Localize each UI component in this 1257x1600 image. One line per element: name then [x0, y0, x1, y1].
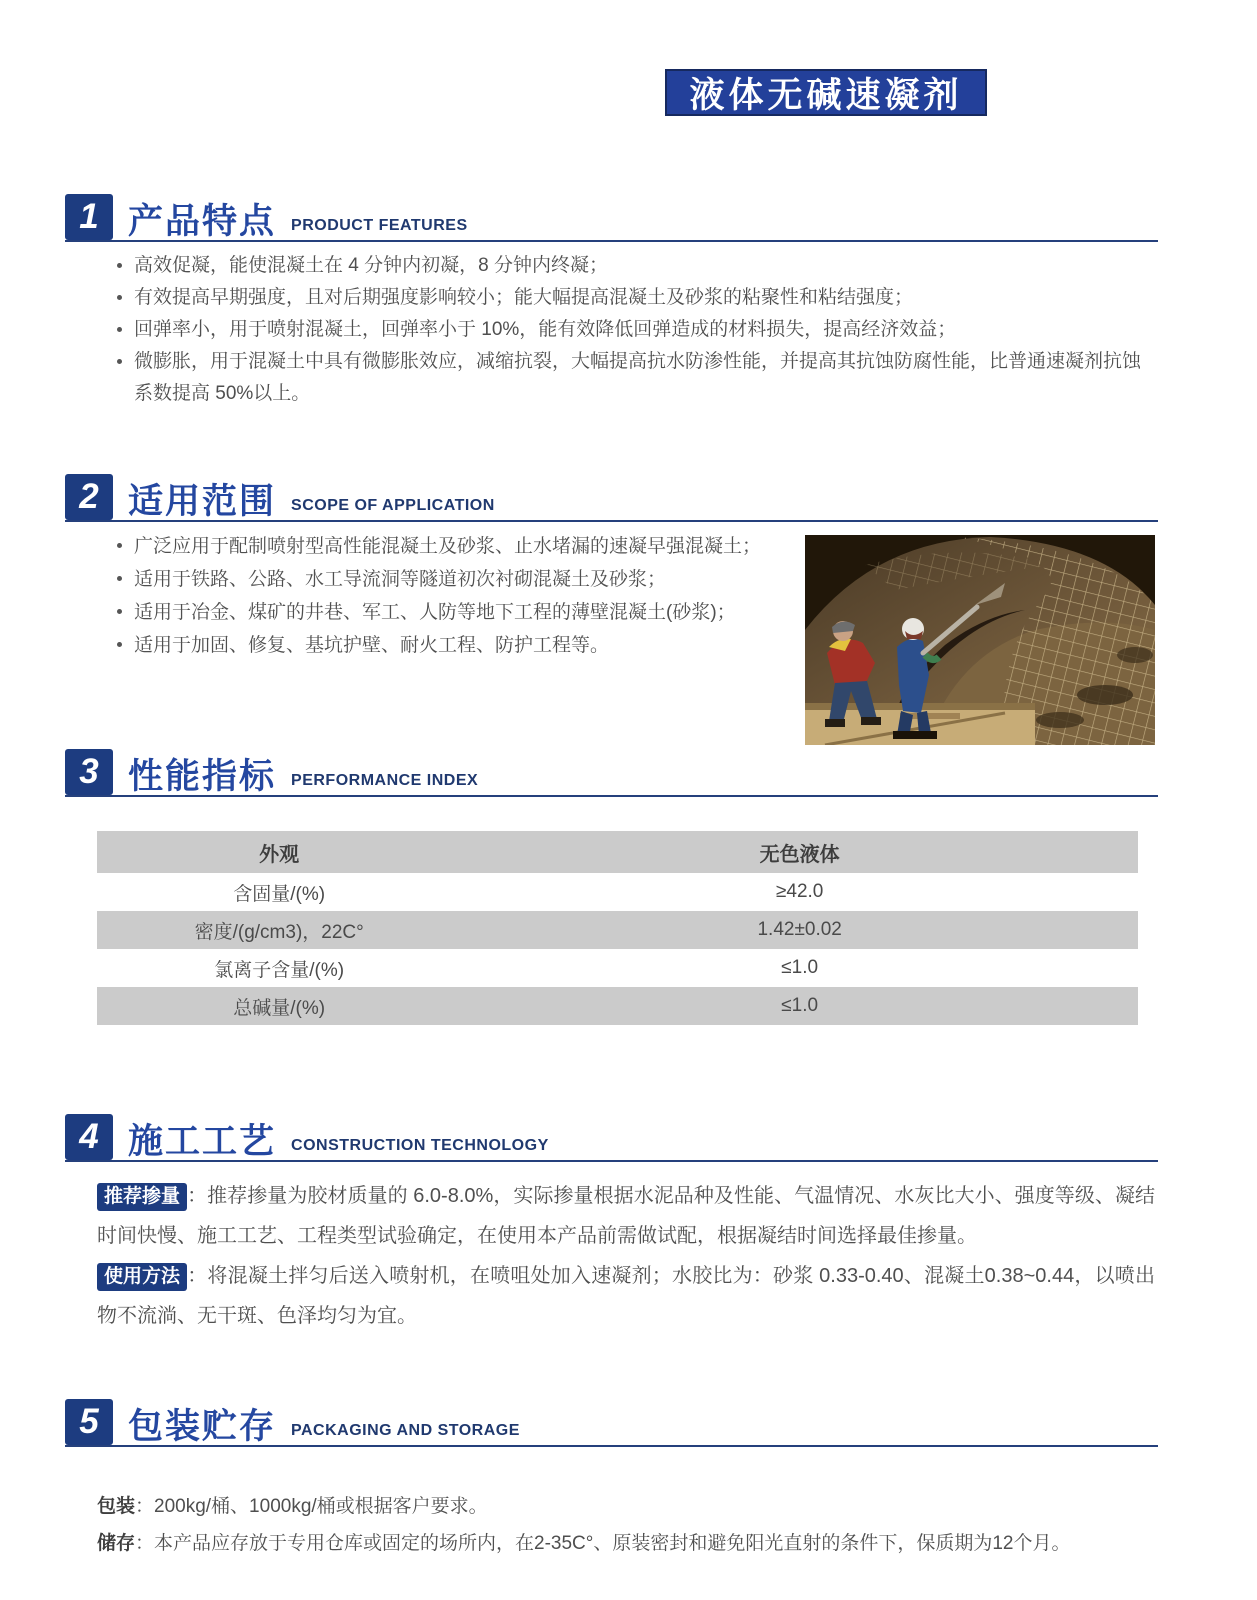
list-item — [113, 250, 1158, 282]
list-item — [113, 596, 798, 629]
section-title-en: CONSTRUCTION TECHNOLOGY — [291, 1137, 549, 1154]
list-item — [113, 314, 1158, 346]
list-item-text: 适用于冶金、煤矿的井巷、军工、人防等地下工程的薄壁混凝土(砂浆)； — [134, 602, 736, 623]
list-item-text: 适用于加固、修复、基坑护壁、耐火工程、防护工程等。 — [134, 635, 610, 656]
bullet-dot-icon — [117, 642, 122, 647]
section-number-badge: 1 — [65, 194, 113, 240]
bullet-dot-icon — [117, 263, 122, 268]
list-item — [113, 282, 1158, 314]
section-title-en: PACKAGING AND STORAGE — [291, 1422, 520, 1439]
table-cell: ≤1.0 — [781, 995, 819, 1016]
bullet-dot-icon — [117, 295, 122, 300]
section-number-badge: 2 — [65, 474, 113, 520]
table-cell: 含固量/(%) — [233, 883, 326, 905]
list-item — [113, 346, 1158, 410]
performance-index-table — [97, 831, 1138, 1025]
table-cell: 1.42±0.02 — [757, 919, 842, 940]
list-item-text: 有效提高早期强度，且对后期强度影响较小；能大幅提高混凝土及砂浆的粘聚性和粘结强度； — [134, 287, 914, 308]
paragraph-text: ：将混凝土拌匀后送入喷射机，在喷咀处加入速凝剂；水胶比为：砂浆 0.33-0.40、混凝土0.38~0.44，以喷出物不流淌、无干斑、色泽均匀为宜。 — [97, 1265, 1155, 1327]
table-row — [97, 873, 1138, 911]
paragraph — [97, 1256, 1155, 1336]
page-title: 液体无碱速凝剂 — [665, 69, 987, 116]
table-header-cell: 外观 — [259, 843, 300, 866]
packaging-line — [97, 1488, 1167, 1525]
list-item — [113, 530, 798, 563]
packaging-text: ：200kg/桶、1000kg/桶或根据客户要求。 — [135, 1496, 488, 1517]
bullet-dot-icon — [117, 609, 122, 614]
section-number-badge: 5 — [65, 1399, 113, 1445]
list-item — [113, 629, 798, 662]
table-cell: 密度/(g/cm3)，22C° — [194, 921, 364, 943]
storage-text: ：本产品应存放于专用仓库或固定的场所内，在2-35C°、原装密封和避免阳光直射的条件下，保质期为12个月。 — [135, 1533, 1071, 1554]
section-title-en: PRODUCT FEATURES — [291, 217, 468, 234]
table-header-cell: 无色液体 — [759, 843, 840, 866]
section-title-zh: 适用范围 — [128, 482, 277, 521]
section-number-badge: 3 — [65, 749, 113, 795]
section-title-zh: 施工工艺 — [128, 1122, 277, 1161]
tunnel-construction-photo — [805, 535, 1155, 745]
table-row — [97, 949, 1138, 987]
section-4-header — [65, 1113, 1158, 1162]
table-cell: 总碱量/(%) — [233, 997, 326, 1019]
storage-line — [97, 1525, 1167, 1562]
table-header-row — [97, 831, 1138, 873]
section-3-header — [65, 748, 1158, 797]
table-cell: ≥42.0 — [775, 881, 824, 902]
paragraph-text: ：推荐掺量为胶材质量的 6.0-8.0%，实际掺量根据水泥品种及性能、气温情况、水灰比大小、强度等级、凝结时间快慢、施工工艺、工程类型试验确定，在使用本产品前需做试配，根据凝结时间选择最佳掺量。 — [97, 1185, 1155, 1247]
list-item — [113, 563, 798, 596]
list-item-text: 适用于铁路、公路、水工导流洞等隧道初次衬砌混凝土及砂浆； — [134, 569, 667, 590]
usage-method-tag: 使用方法 — [97, 1263, 187, 1291]
section-title-zh: 产品特点 — [128, 202, 277, 241]
table-row — [97, 987, 1138, 1025]
packaging-label: 包装 — [97, 1496, 136, 1517]
recommended-dosage-tag: 推荐掺量 — [97, 1183, 187, 1211]
table-cell: 氯离子含量/(%) — [214, 959, 345, 981]
table-cell: ≤1.0 — [781, 957, 819, 978]
packaging-storage-text — [97, 1488, 1167, 1562]
list-item-text: 广泛应用于配制喷射型高性能混凝土及砂浆、止水堵漏的速凝早强混凝土； — [134, 536, 762, 557]
construction-technology-text — [97, 1176, 1155, 1336]
list-item-text: 微膨胀，用于混凝土中具有微膨胀效应，减缩抗裂，大幅提高抗水防渗性能，并提高其抗蚀防腐性能，比普通速凝剂抗蚀系数提高 50%以上。 — [134, 351, 1142, 404]
section-title-en: SCOPE OF APPLICATION — [291, 497, 495, 514]
section-title-en: PERFORMANCE INDEX — [291, 772, 479, 789]
table-row — [97, 911, 1138, 949]
section-title-zh: 包装贮存 — [128, 1407, 277, 1446]
list-item-text: 高效促凝，能使混凝土在 4 分钟内初凝，8 分钟内终凝； — [134, 255, 608, 276]
bullet-dot-icon — [117, 327, 122, 332]
bullet-dot-icon — [117, 576, 122, 581]
paragraph — [97, 1176, 1155, 1256]
bullet-dot-icon — [117, 543, 122, 548]
section-number-badge: 4 — [65, 1114, 113, 1160]
bullet-dot-icon — [117, 359, 122, 364]
scope-of-application-list — [113, 530, 798, 662]
section-5-header — [65, 1398, 1158, 1447]
list-item-text: 回弹率小，用于喷射混凝土，回弹率小于 10%，能有效降低回弹造成的材料损失，提高经济效益； — [134, 319, 957, 340]
section-1-header — [65, 193, 1158, 242]
section-2-header — [65, 473, 1158, 522]
storage-label: 储存 — [97, 1533, 136, 1554]
product-features-list — [113, 250, 1158, 410]
section-title-zh: 性能指标 — [128, 757, 277, 796]
